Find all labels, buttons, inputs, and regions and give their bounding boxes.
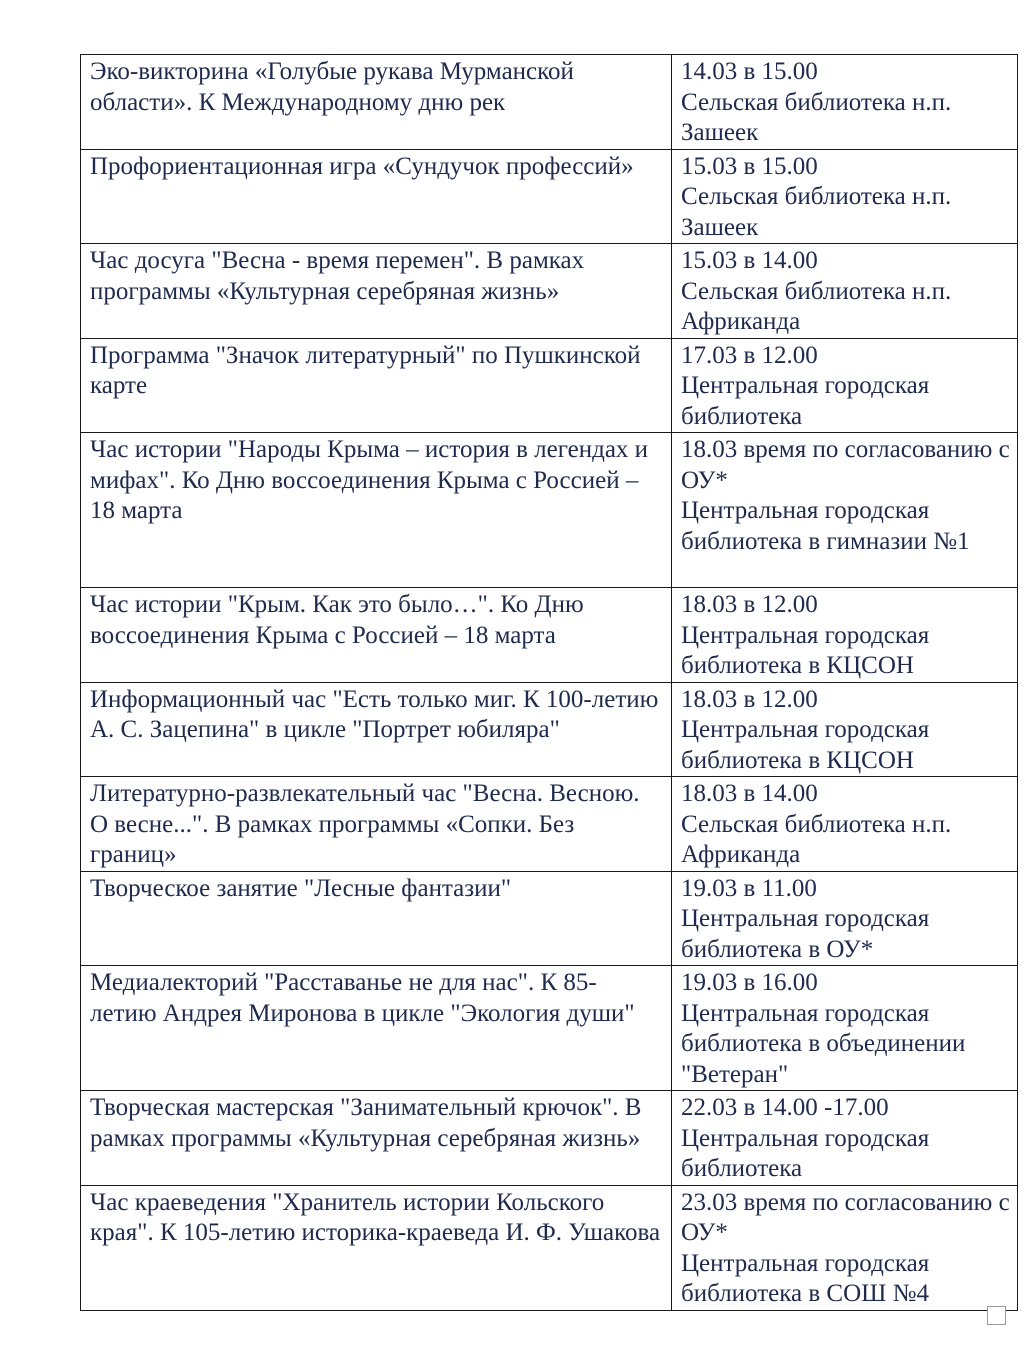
event-place: Центральная городская библиотека в КЦСОН — [681, 716, 930, 774]
event-date: 15.03 в 15.00 — [681, 152, 818, 180]
event-place: Центральная городская библиотека — [681, 1124, 930, 1182]
event-cell: Творческое занятие "Лесные фантазии" — [81, 871, 672, 966]
event-cell: Информационный час "Есть только миг. К 100-летию А. С. Зацепина" в цикле "Портрет юбиляра" — [81, 682, 672, 777]
event-place: Сельская библиотека н.п. Африканда — [681, 810, 952, 868]
end-of-cell-marker — [987, 1306, 1006, 1325]
table-row — [81, 55, 1018, 150]
datetime-place-cell — [672, 871, 1018, 966]
event-cell: Профориентационная игра «Сундучок профессий» — [81, 149, 672, 244]
table-row — [81, 149, 1018, 244]
event-place: Центральная городская библиотека — [681, 372, 930, 430]
event-place: Сельская библиотека н.п. Зашеек — [681, 88, 952, 146]
event-date: 19.03 в 11.00 — [681, 874, 817, 902]
event-place: Центральная городская библиотека в КЦСОН — [681, 621, 930, 679]
event-place: Сельская библиотека н.п. Африканда — [681, 277, 952, 335]
table-row — [81, 338, 1018, 433]
event-date: 18.03 время по согласованию с ОУ* — [681, 436, 1010, 494]
table-row — [81, 588, 1018, 683]
event-date: 14.03 в 15.00 — [681, 58, 818, 85]
event-place: Центральная городская библиотека в объединении "Ветеран" — [681, 999, 966, 1088]
datetime-place-cell — [672, 1185, 1018, 1310]
table-row — [81, 1185, 1018, 1310]
datetime-place-cell — [672, 338, 1018, 433]
table-row — [81, 433, 1018, 588]
datetime-place-cell — [672, 777, 1018, 872]
datetime-place-cell — [672, 1091, 1018, 1186]
datetime-place-cell — [672, 588, 1018, 683]
event-date: 23.03 время по согласованию с ОУ* — [681, 1188, 1010, 1246]
datetime-place-cell — [672, 149, 1018, 244]
event-cell: Медиалекторий "Расставанье не для нас". К 85-летию Андрея Миронова в цикле "Экология души" — [81, 966, 672, 1091]
table-row — [81, 682, 1018, 777]
event-place: Сельская библиотека н.п. Зашеек — [681, 183, 952, 241]
datetime-place-cell — [672, 433, 1018, 588]
table-row — [81, 777, 1018, 872]
event-cell: Час истории "Народы Крыма – история в легендах и мифах". Ко Дню воссоединения Крыма с Россией – 18 марта — [81, 433, 672, 588]
event-place: Центральная городская библиотека в гимназии №1 — [681, 497, 970, 555]
datetime-place-cell — [672, 966, 1018, 1091]
event-date: 22.03 в 14.00 -17.00 — [681, 1094, 889, 1121]
event-cell: Эко-викторина «Голубые рукава Мурманской области». К Международному дню рек — [81, 55, 672, 150]
table-row — [81, 871, 1018, 966]
event-cell: Час краеведения "Хранитель истории Кольского края". К 105-летию историка-краеведа И. Ф. Ушакова — [81, 1185, 672, 1310]
table-row — [81, 966, 1018, 1091]
event-cell: Час досуга "Весна - время перемен". В рамках программы «Культурная серебряная жизнь» — [81, 244, 672, 339]
event-date: 15.03 в 14.00 — [681, 247, 818, 274]
event-date: 18.03 в 14.00 — [681, 780, 818, 807]
event-place: Центральная городская библиотека в СОШ №4 — [681, 1249, 930, 1307]
event-cell: Творческая мастерская "Занимательный крючок". В рамках программы «Культурная серебряная жизнь» — [81, 1091, 672, 1186]
events-table — [80, 54, 1018, 1311]
event-cell: Час истории "Крым. Как это было…". Ко Дню воссоединения Крыма с Россией – 18 марта — [81, 588, 672, 683]
event-place: Центральная городская библиотека в ОУ* — [681, 905, 930, 963]
table-row — [81, 244, 1018, 339]
event-date: 19.03 в 16.00 — [681, 969, 818, 996]
table-row — [81, 1091, 1018, 1186]
event-date: 18.03 в 12.00 — [681, 591, 818, 618]
datetime-place-cell — [672, 55, 1018, 150]
event-date: 18.03 в 12.00 — [681, 685, 818, 713]
datetime-place-cell — [672, 682, 1018, 777]
event-cell: Литературно-развлекательный час "Весна. Весною. О весне...". В рамках программы «Сопки. Без границ» — [81, 777, 672, 872]
datetime-place-cell — [672, 244, 1018, 339]
event-cell: Программа "Значок литературный" по Пушкинской карте — [81, 338, 672, 433]
event-date: 17.03 в 12.00 — [681, 341, 818, 369]
